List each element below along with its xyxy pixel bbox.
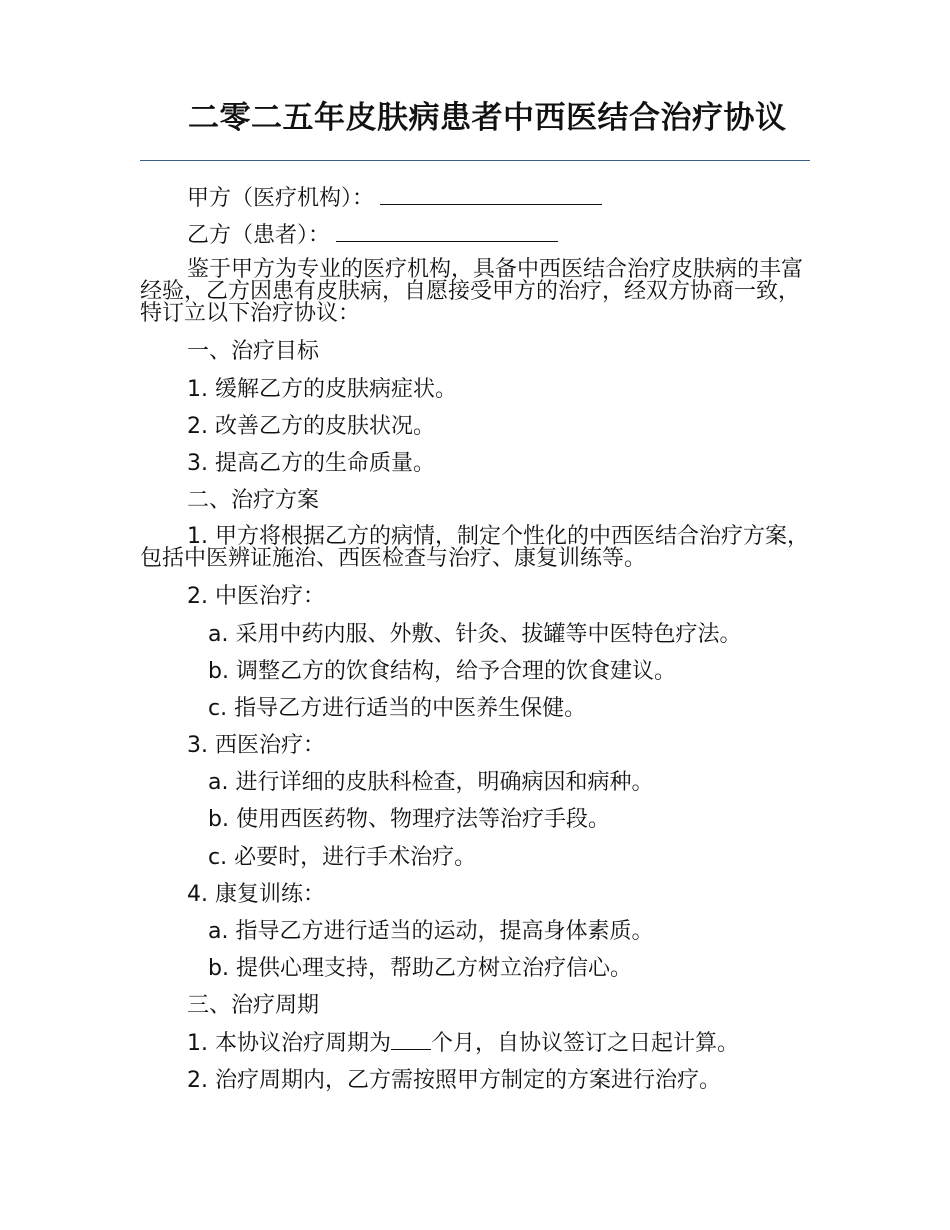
section2-item2-label: 2. 中医治疗： xyxy=(187,584,325,610)
document-body xyxy=(140,178,810,1099)
document-title: 二零二五年皮肤病患者中西医结合治疗协议 xyxy=(188,100,787,136)
section2-item4-label: 4. 康复训练： xyxy=(187,881,325,907)
section3-item1-before: 1. 本协议治疗周期为 xyxy=(187,1030,391,1056)
period-months-blank xyxy=(391,1027,431,1050)
section2-item2-sub: b. 调整乙方的饮食结构，给予合理的饮食建议。 xyxy=(208,658,676,684)
party-a-blank xyxy=(380,178,602,205)
party-a-label: 甲方（医疗机构）： xyxy=(187,186,375,211)
party-a-line xyxy=(140,178,810,215)
section3-item2: 2. 治疗周期内，乙方需按照甲方制定的方案进行治疗。 xyxy=(187,1067,721,1093)
section3-item1 xyxy=(140,1025,810,1062)
section1-heading: 一、治疗目标 xyxy=(187,339,320,365)
section2-item4-sub: a. 指导乙方进行适当的运动，提高身体素质。 xyxy=(208,919,654,944)
section1-item: 3. 提高乙方的生命质量。 xyxy=(187,450,435,476)
section3-heading: 三、治疗周期 xyxy=(187,993,320,1019)
preamble-paragraph: 鉴于甲方为专业的医疗机构，具备中西医结合治疗皮肤病的丰富经验，乙方因患有皮肤病，自愿接受甲方的治疗，经双方协商一致，特订立以下治疗协议： xyxy=(140,257,804,327)
section2-item3-sub: b. 使用西医药物、物理疗法等治疗手段。 xyxy=(208,807,610,833)
party-b-blank xyxy=(336,215,558,242)
section2-item2-sub: a. 采用中药内服、外敷、针灸、拔罐等中医特色疗法。 xyxy=(208,621,742,647)
section2-item3-sub: a. 进行详细的皮肤科检查，明确病因和病种。 xyxy=(208,770,654,796)
section2-heading: 二、治疗方案 xyxy=(187,488,320,514)
section2-item3-sub: c. 必要时，进行手术治疗。 xyxy=(208,844,477,870)
section2-item3-label: 3. 西医治疗： xyxy=(187,733,325,759)
section2-item1: 1. 甲方将根据乙方的病情，制定个性化的中西医结合治疗方案，包括中医辨证施治、西医检查与治疗、康复训练等。 xyxy=(140,524,809,572)
section1-item: 2. 改善乙方的皮肤状况。 xyxy=(187,413,435,439)
section3-item1-after: 个月，自协议签订之日起计算。 xyxy=(430,1030,739,1056)
party-b-label: 乙方（患者）： xyxy=(187,223,331,249)
title-underline xyxy=(140,160,810,161)
party-b-line xyxy=(140,215,810,252)
section2-item2-sub: c. 指导乙方进行适当的中医养生保健。 xyxy=(208,695,587,721)
section2-item4-sub: b. 提供心理支持，帮助乙方树立治疗信心。 xyxy=(208,956,632,982)
section1-item: 1. 缓解乙方的皮肤病症状。 xyxy=(187,376,457,402)
